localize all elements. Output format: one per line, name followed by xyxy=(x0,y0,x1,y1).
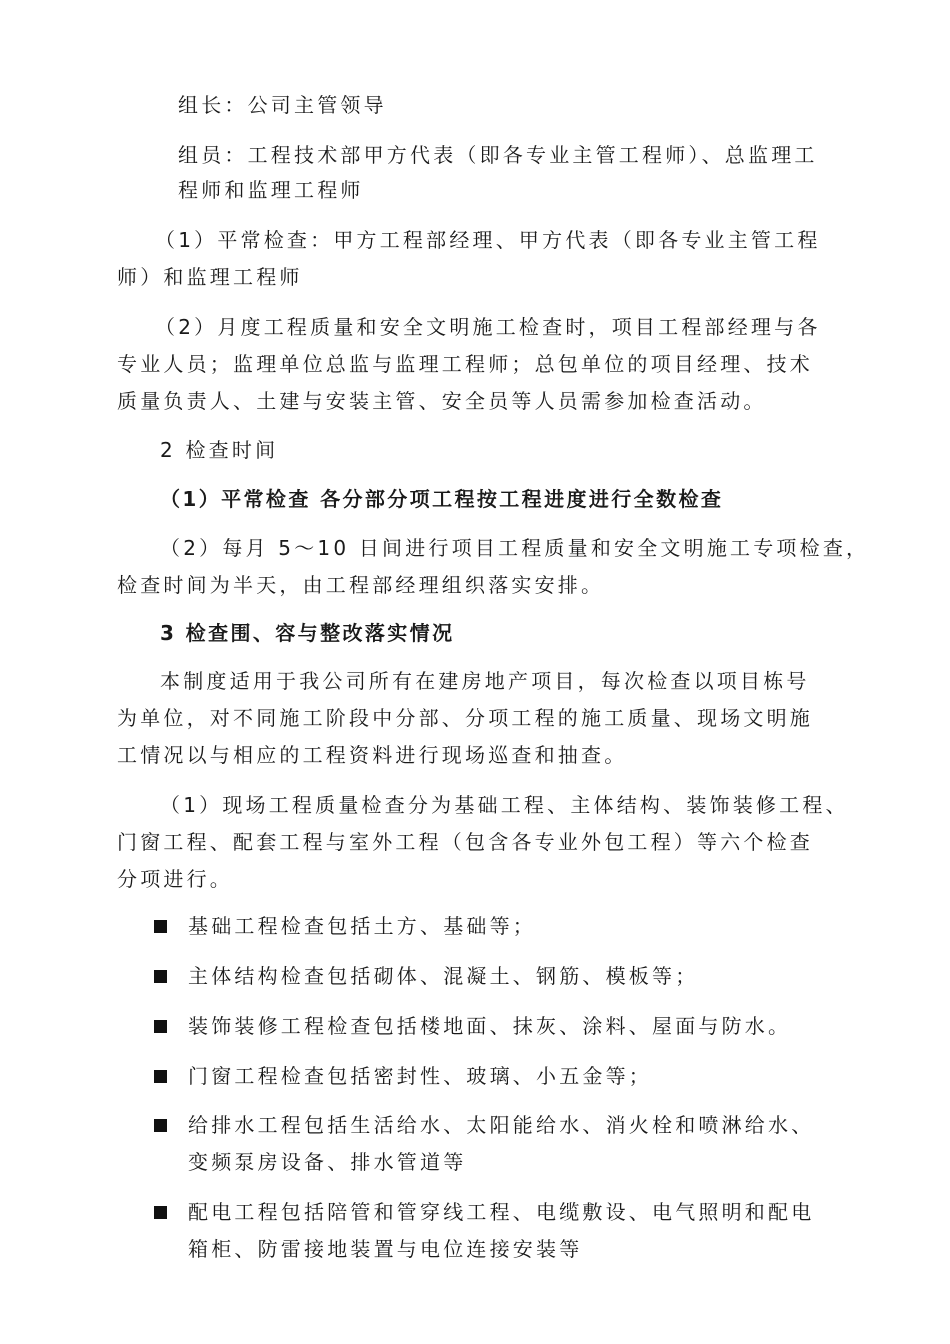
bullet-item-electrical-line2: 箱柜、防雷接地装置与电位连接安装等 xyxy=(188,1237,583,1261)
section2-item1: （1）平常检查 各分部分项工程按工程进度进行全数检查 xyxy=(160,487,724,511)
bullet-square-icon xyxy=(154,920,167,933)
section3-heading: 3 检查围、容与整改落实情况 xyxy=(160,621,455,645)
team-leader: 组长：公司主管领导 xyxy=(178,93,387,117)
bullet-item-electrical-line1: 配电工程包括陪管和管穿线工程、电缆敷设、电气照明和配电 xyxy=(188,1200,815,1224)
section3-intro-line1: 本制度适用于我公司所有在建房地产项目，每次检查以项目栋号 xyxy=(160,669,810,693)
section3-item1-line3: 分项进行。 xyxy=(117,867,233,891)
bullet-item-main-structure: 主体结构检查包括砌体、混凝土、钢筋、模板等； xyxy=(188,964,699,988)
section3-item1-line2: 门窗工程、配套工程与室外工程（包含各专业外包工程）等六个检查 xyxy=(117,830,813,854)
bullet-item-plumbing-line1: 给排水工程包括生活给水、太阳能给水、消火栓和喷淋给水、 xyxy=(188,1113,815,1137)
section2-heading: 2 检查时间 xyxy=(160,438,279,462)
bullet-square-icon xyxy=(154,1070,167,1083)
team-members-line2: 程师和监理工程师 xyxy=(178,178,364,202)
bullet-square-icon xyxy=(154,1020,167,1033)
bullet-item-plumbing-line2: 变频泵房设备、排水管道等 xyxy=(188,1150,467,1174)
routine-check-line1: （1）平常检查：甲方工程部经理、甲方代表（即各专业主管工程 xyxy=(155,228,821,252)
bullet-square-icon xyxy=(154,970,167,983)
bullet-item-foundation: 基础工程检查包括土方、基础等； xyxy=(188,914,536,938)
bullet-square-icon xyxy=(154,1119,167,1132)
bullet-square-icon xyxy=(154,1206,167,1219)
monthly-check-line3: 质量负责人、土建与安装主管、安全员等人员需参加检查活动。 xyxy=(117,389,767,413)
section2-item2-line1: （2）每月 5～10 日间进行项目工程质量和安全文明施工专项检查， xyxy=(160,536,870,560)
bullet-item-doors-windows: 门窗工程检查包括密封性、玻璃、小五金等； xyxy=(188,1064,652,1088)
section2-item2-line2: 检查时间为半天，由工程部经理组织落实安排。 xyxy=(117,573,605,597)
routine-check-line2: 师）和监理工程师 xyxy=(117,265,303,289)
bullet-item-decoration: 装饰装修工程检查包括楼地面、抹灰、涂料、屋面与防水。 xyxy=(188,1014,792,1038)
monthly-check-line1: （2）月度工程质量和安全文明施工检查时，项目工程部经理与各 xyxy=(155,315,821,339)
team-members-line1: 组员：工程技术部甲方代表（即各专业主管工程师）、总监理工 xyxy=(178,143,818,167)
section3-intro-line3: 工情况以与相应的工程资料进行现场巡查和抽查。 xyxy=(117,743,628,767)
monthly-check-line2: 专业人员；监理单位总监与监理工程师；总包单位的项目经理、技术 xyxy=(117,352,813,376)
section3-item1-line1: （1）现场工程质量检查分为基础工程、主体结构、装饰装修工程、 xyxy=(160,793,849,817)
section3-intro-line2: 为单位，对不同施工阶段中分部、分项工程的施工质量、现场文明施 xyxy=(117,706,813,730)
